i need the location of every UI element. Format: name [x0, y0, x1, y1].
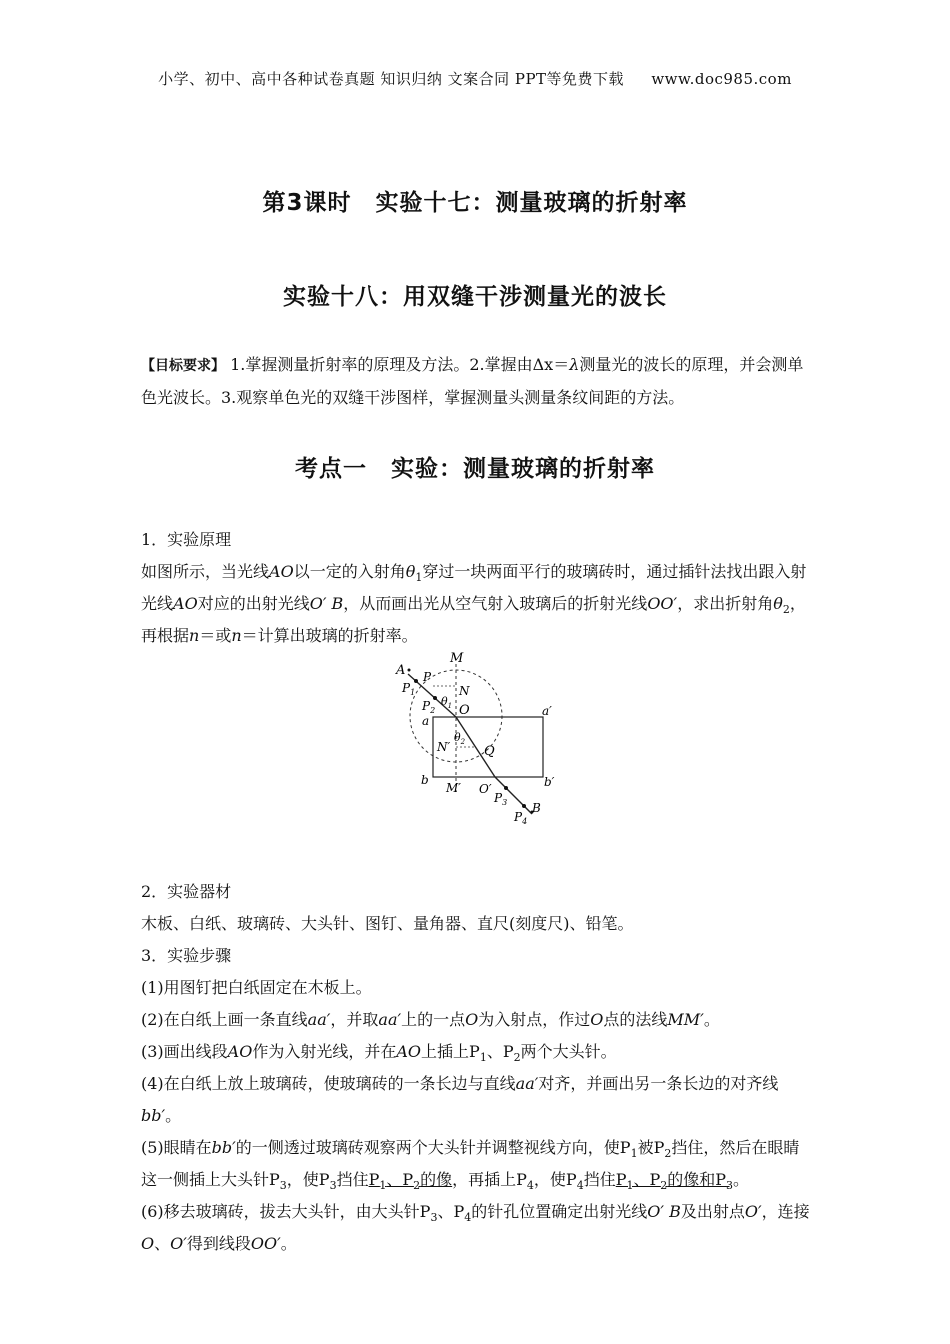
label-a: a — [422, 714, 430, 728]
label-a-prime: a′ — [542, 704, 552, 718]
lesson-subtitle: 实验十八：用双缝干涉测量光的波长 — [283, 284, 667, 310]
header-site[interactable]: www.doc985.com — [651, 70, 792, 88]
label-N-prime: N′ — [437, 740, 451, 754]
pin-P2 — [433, 696, 437, 700]
label-P4: $P_4$ — [514, 810, 528, 826]
content-body — [141, 524, 811, 1260]
label-O: O — [459, 703, 470, 718]
equipment-heading: 2．实验器材 — [141, 882, 232, 901]
principle-heading: 1．实验原理 — [141, 530, 232, 549]
label-P2: $P_2$ — [422, 699, 436, 715]
goal-tag: 【目标要求】 — [141, 358, 225, 374]
label-B: B — [532, 801, 541, 815]
label-A: A — [396, 663, 406, 678]
step-1: (1)用图钉把白纸固定在木板上。 — [141, 978, 372, 997]
principle-text: 如图所示，当光线AO以一定的入射角$\theta_1$穿过一块两面平行的玻璃砖时，通过插针法找出跟入射光线AO对应的出射光线O′ B，从而画出光从空气射入玻璃后的折射光线OO′，求出折射角$\theta_2$，再根据n＝或n＝计算出玻璃的折射率。 — [141, 562, 807, 645]
header-text: 小学、初中、高中各种试卷真题 知识归纳 文案合同 PPT等免费下载 — [158, 70, 625, 88]
refraction-diagram — [388, 648, 563, 828]
steps-heading: 3．实验步骤 — [141, 946, 232, 965]
pin-P1 — [414, 679, 418, 683]
step-5: (5)眼睛在bb′的一侧透过玻璃砖观察两个大头针并调整视线方向，使$P_1$被$P_2$挡住，然后在眼睛这一侧插上大头针$P_3$，使$P_3$挡住$P_1$、$P_2$的像，再插上$P_4$，使$P_4$挡住$P_1$、$P_2$的像和$P_3$。 — [141, 1138, 800, 1193]
label-theta2: $\theta_2$ — [454, 731, 466, 746]
label-O-prime: O′ — [479, 782, 492, 796]
label-N: N — [459, 684, 470, 698]
page-header — [0, 68, 950, 89]
section-title: 考点一 实验：测量玻璃的折射率 — [295, 456, 655, 482]
label-P1: $P_1$ — [402, 681, 416, 697]
step-2: (2)在白纸上画一条直线aa′，并取aa′上的一点O为入射点，作过O点的法线MM′。 — [141, 1010, 720, 1029]
point-A-dot — [408, 669, 411, 672]
pin-P4 — [522, 804, 526, 808]
step-4: (4)在白纸上放上玻璃砖，使玻璃砖的一条长边与直线aa′对齐，并画出另一条长边的对齐线bb′。 — [141, 1074, 779, 1125]
label-b: b — [421, 773, 429, 787]
step-3: (3)画出线段AO作为入射光线，并在AO上插上$P_1$、$P_2$两个大头针。 — [141, 1042, 617, 1065]
step-6: (6)移去玻璃砖，拔去大头针，由大头针$P_3$、$P_4$的针孔位置确定出射光线O′ B及出射点O′，连接O、O′得到线段OO′。 — [141, 1202, 810, 1253]
label-Q: Q — [484, 744, 495, 759]
refraction-figure — [388, 648, 563, 828]
label-theta1: $\theta_1$ — [441, 695, 453, 710]
label-b-prime: b′ — [544, 775, 555, 789]
equipment-text: 木板、白纸、玻璃砖、大头针、图钉、量角器、直尺(刻度尺)、铅笔。 — [141, 914, 634, 933]
goal-paragraph: 【目标要求】 1.掌握测量折射率的原理及方法。2.掌握由Δx＝λ测量光的波长的原理，并会测单色光波长。3.观察单色光的双缝干涉图样，掌握测量头测量条纹间距的方法。 — [141, 355, 804, 407]
lesson-title: 第3课时 实验十七：测量玻璃的折射率 — [262, 190, 688, 216]
pin-P3 — [504, 786, 508, 790]
label-P: P — [423, 670, 432, 684]
label-M: M — [450, 651, 464, 666]
label-P3: $P_3$ — [494, 791, 508, 807]
label-M-prime: M′ — [446, 781, 462, 795]
